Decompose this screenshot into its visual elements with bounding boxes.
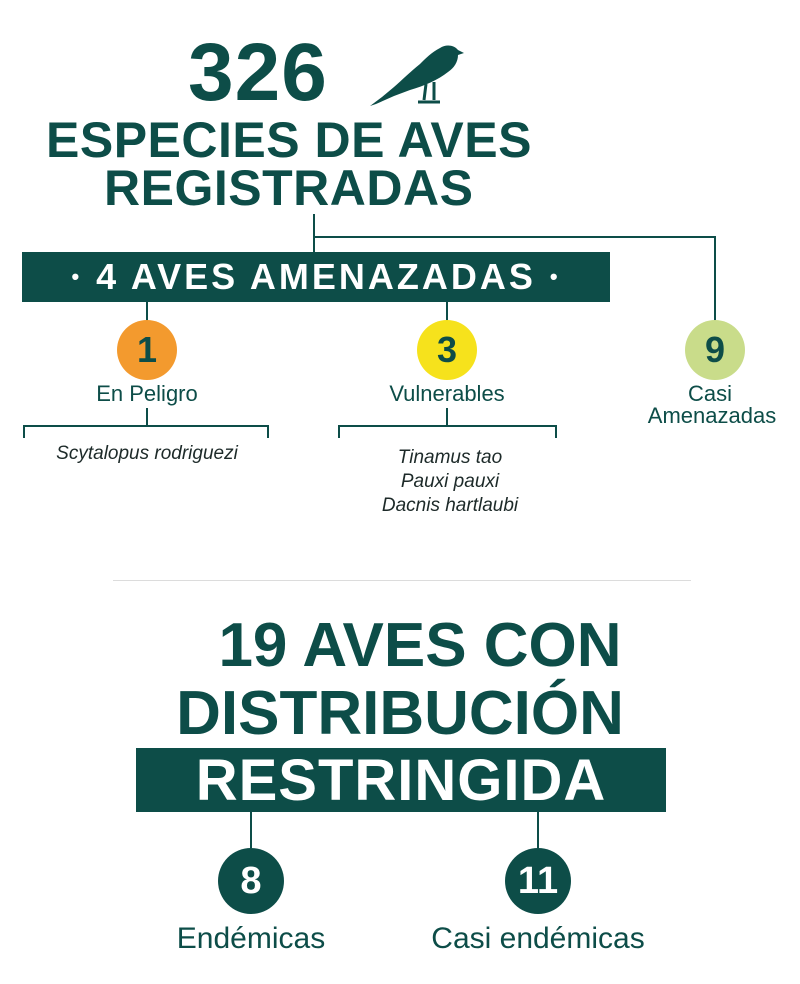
restricted-banner <box>136 748 666 812</box>
threatened-banner <box>22 252 610 302</box>
vulnerable-species-item: Dacnis hartlaubi <box>381 495 519 516</box>
restricted-banner-text: RESTRINGIDA <box>195 747 607 813</box>
vulnerable-label: Vulnerables <box>389 381 505 406</box>
near-threatened-count: 9 <box>704 329 726 370</box>
restricted-title-line1: 19 AVES CON <box>218 611 622 680</box>
section-divider <box>113 580 691 581</box>
endangered-count: 1 <box>136 329 158 370</box>
endemic-count: 8 <box>240 859 262 902</box>
endemic-label: Endémicas <box>176 922 326 955</box>
near-endemic-label: Casi endémicas <box>431 922 645 955</box>
endangered-species-item: Scytalopus rodriguezi <box>56 443 238 464</box>
threatened-banner-text: 4 AVES AMENAZADAS <box>96 256 536 297</box>
restricted-title-line2: DISTRIBUCIÓN <box>176 679 624 748</box>
endemic-count-circle <box>218 848 284 914</box>
banner-dot-left: • <box>71 264 83 289</box>
registered-title-line1: ESPECIES DE AVES <box>46 112 532 168</box>
near-threatened-label-line1: Casi <box>687 381 732 406</box>
registered-title-line2: REGISTRADAS <box>104 160 474 216</box>
near-endemic-count-circle <box>505 848 571 914</box>
endangered-count-circle <box>117 320 177 380</box>
registered-species-count: 326 <box>188 27 328 118</box>
vulnerable-count: 3 <box>436 329 458 370</box>
vulnerable-species-item: Tinamus tao <box>397 447 503 468</box>
endangered-label: En Peligro <box>96 381 198 406</box>
vulnerable-species-item: Pauxi pauxi <box>400 471 500 492</box>
near-endemic-count: 11 <box>517 859 559 902</box>
near-threatened-label-line2: Amenazadas <box>647 403 777 428</box>
bird-icon <box>368 42 466 110</box>
near-threatened-count-circle <box>685 320 745 380</box>
banner-dot-right: • <box>549 264 561 289</box>
vulnerable-count-circle <box>417 320 477 380</box>
